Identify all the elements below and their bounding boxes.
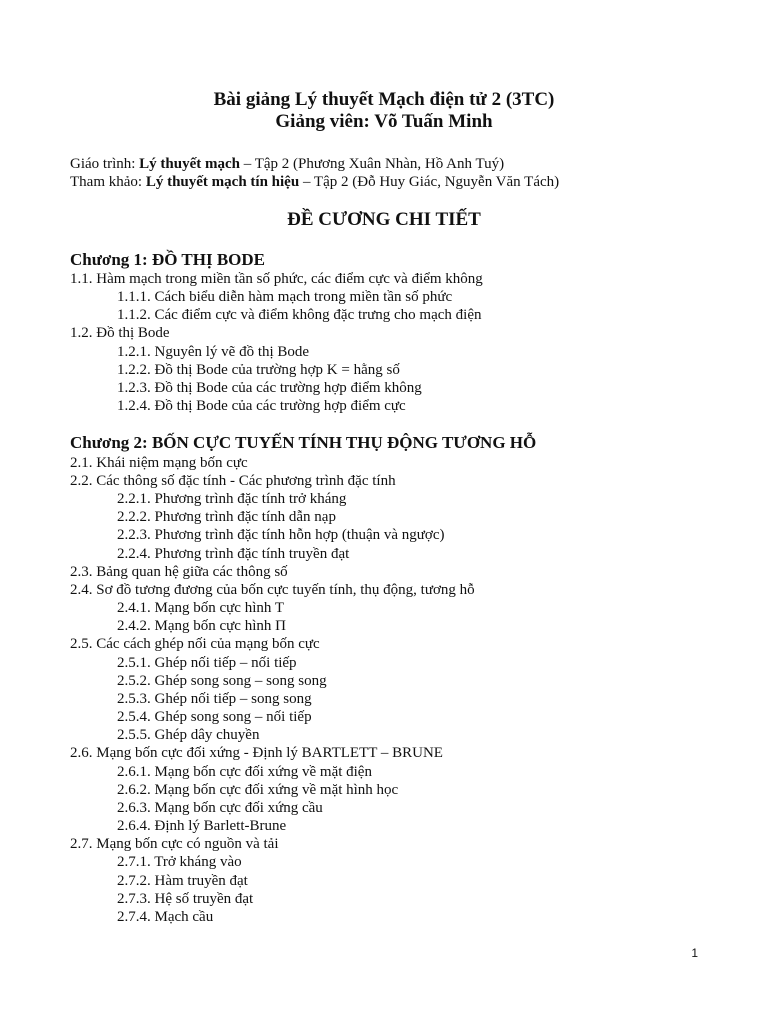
subsection-item: 1.2.3. Đồ thị Bode của các trường hợp điểm không [117, 380, 422, 396]
subsection-item: 1.2.1. Nguyên lý vẽ đồ thị Bode [117, 344, 310, 360]
outline-heading: ĐỀ CƯƠNG CHI TIẾT [287, 209, 481, 230]
chapter-heading: Chương 2: BỐN CỰC TUYẾN TÍNH THỤ ĐỘNG TƯƠNG HỖ [70, 433, 537, 452]
textbook-title: Lý thuyết mạch [139, 156, 240, 172]
subsection-item: 2.2.1. Phương trình đặc tính trở kháng [117, 491, 347, 507]
textbook-label: Giáo trình: [70, 156, 140, 172]
section-item: 1.2. Đồ thị Bode [70, 325, 170, 341]
section-item: 2.3. Bảng quan hệ giữa các thông số [70, 564, 288, 580]
subsection-item: 1.1.2. Các điểm cực và điểm không đặc trưng cho mạch điện [117, 307, 482, 323]
subsection-item: 2.7.4. Mạch cầu [117, 909, 214, 925]
reference-label: Tham khảo: [70, 174, 146, 190]
section-item: 2.7. Mạng bốn cực có nguồn và tải [70, 836, 279, 852]
subsection-item: 2.2.3. Phương trình đặc tính hỗn hợp (thuận và ngược) [117, 527, 445, 543]
section-item: 2.5. Các cách ghép nối của mạng bốn cực [70, 636, 320, 652]
subsection-item: 2.4.2. Mạng bốn cực hình Π [117, 618, 286, 634]
subsection-item: 2.7.2. Hàm truyền đạt [117, 873, 248, 889]
subsection-item: 2.5.2. Ghép song song – song song [117, 673, 327, 689]
textbook-details: – Tập 2 (Phương Xuân Nhàn, Hồ Anh Tuý) [240, 156, 505, 172]
subsection-item: 2.5.3. Ghép nối tiếp – song song [117, 691, 312, 707]
subsection-item: 2.6.2. Mạng bốn cực đối xứng về mặt hình học [117, 782, 399, 798]
textbook-reference [70, 155, 504, 173]
section-item: 2.2. Các thông số đặc tính - Các phương trình đặc tính [70, 473, 396, 489]
subsection-item: 2.6.1. Mạng bốn cực đối xứng về mặt điện [117, 764, 372, 780]
subsection-item: 2.7.3. Hệ số truyền đạt [117, 891, 254, 907]
document-title: Bài giảng Lý thuyết Mạch điện tử 2 (3TC) [213, 89, 555, 110]
subsection-item: 2.2.2. Phương trình đặc tính dẫn nạp [117, 509, 336, 525]
section-item: 2.1. Khái niệm mạng bốn cực [70, 455, 248, 471]
chapter-heading: Chương 1: ĐỒ THỊ BODE [70, 250, 266, 269]
reference-details: – Tập 2 (Đỗ Huy Giác, Nguyễn Văn Tách) [299, 174, 560, 190]
page-number: 1 [691, 946, 698, 960]
subsection-item: 2.5.4. Ghép song song – nối tiếp [117, 709, 312, 725]
subsection-item: 1.2.4. Đồ thị Bode của các trường hợp điểm cực [117, 398, 406, 414]
subsection-item: 2.4.1. Mạng bốn cực hình T [117, 600, 284, 616]
subsection-item: 2.2.4. Phương trình đặc tính truyền đạt [117, 546, 350, 562]
section-item: 1.1. Hàm mạch trong miền tần số phức, các điểm cực và điểm không [70, 271, 483, 287]
section-item: 2.6. Mạng bốn cực đối xứng - Định lý BARTLETT – BRUNE [70, 745, 443, 761]
subsection-item: 1.1.1. Cách biểu diễn hàm mạch trong miền tần số phức [117, 289, 453, 305]
reference-title: Lý thuyết mạch tín hiệu [145, 174, 300, 190]
subsection-item: 2.6.4. Định lý Barlett-Brune [117, 818, 287, 834]
subsection-item: 2.6.3. Mạng bốn cực đối xứng cầu [117, 800, 323, 816]
subsection-item: 1.2.2. Đồ thị Bode của trường hợp K = hằng số [117, 362, 400, 378]
subsection-item: 2.5.1. Ghép nối tiếp – nối tiếp [117, 655, 297, 671]
lecturer-line: Giảng viên: Võ Tuấn Minh [275, 111, 493, 132]
subsection-item: 2.5.5. Ghép dây chuyền [117, 727, 260, 743]
additional-reference [70, 173, 559, 191]
section-item: 2.4. Sơ đồ tương đương của bốn cực tuyến tính, thụ động, tương hỗ [70, 582, 475, 598]
subsection-item: 2.7.1. Trở kháng vào [117, 854, 242, 870]
